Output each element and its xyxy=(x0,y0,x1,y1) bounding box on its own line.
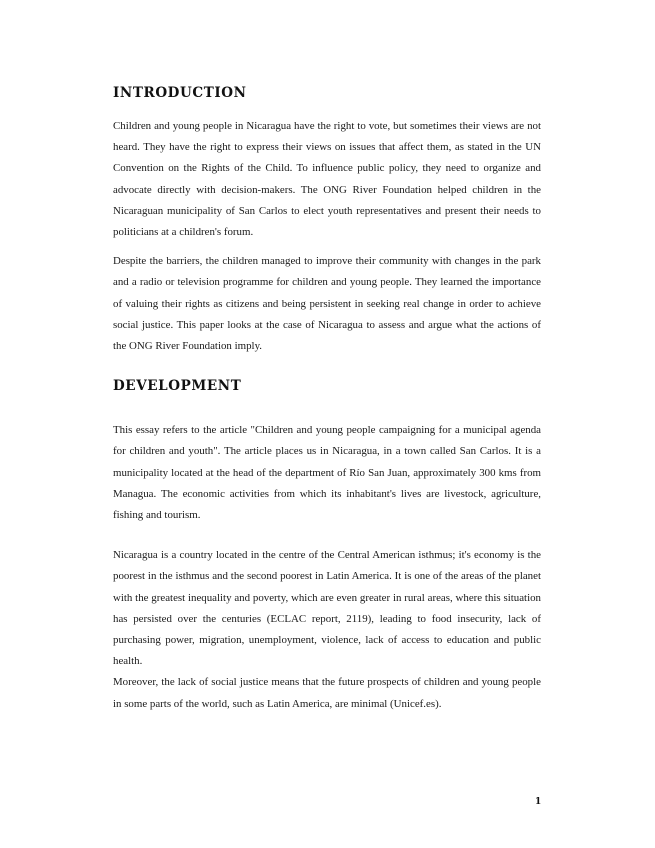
introduction-paragraph-1: Children and young people in Nicaragua have the right to vote, but sometimes their views are not heard. They have the right to express their views on issues that affect them, as stated in the UN Convention on the Rights of the Child. To influence public policy, they need to organize and advocate directly with decision-makers. The ONG River Foundation helped children in the Nicaraguan municipality of San Carlos to elect youth representatives and present their needs to politicians at a children's forum. xyxy=(113,120,541,239)
introduction-heading: INTRODUCTION xyxy=(113,85,247,101)
development-paragraph-1: This essay refers to the article "Children and young people campaigning for a municipal agenda for children and youth". The article places us in Nicaragua, in a town called San Carlos. It is a municipality located at the head of the department of Río San Juan, approximately 300 kms from Managua. The economic activities from which its inhabitant's lives are livestock, agriculture, fishing and tourism. xyxy=(113,424,541,522)
development-paragraph-2: Nicaragua is a country located in the centre of the Central American isthmus; it's economy is the poorest in the isthmus and the second poorest in Latin America. It is one of the areas of the planet with the greatest inequality and poverty, which are even greater in rural areas, where this situation has persisted over the centuries (ECLAC report, 2119), leading to food insecurity, lack of purchasing power, migration, unemployment, violence, lack of access to education and public health. xyxy=(113,549,541,668)
page-number: 1 xyxy=(535,797,542,807)
development-paragraph-3: Moreover, the lack of social justice means that the future prospects of children and young people in some parts of the world, such as Latin America, are minimal (Unicef.es). xyxy=(113,676,541,710)
introduction-paragraph-2: Despite the barriers, the children managed to improve their community with changes in the park and a radio or television programme for children and young people. They learned the importance of valuing their rights as citizens and being persistent in seeking real change in order to achieve social justice. This paper looks at the case of Nicaragua to assess and argue what the actions of the ONG River Foundation imply. xyxy=(113,255,541,353)
development-heading: DEVELOPMENT xyxy=(113,378,242,395)
page-content xyxy=(113,82,541,715)
